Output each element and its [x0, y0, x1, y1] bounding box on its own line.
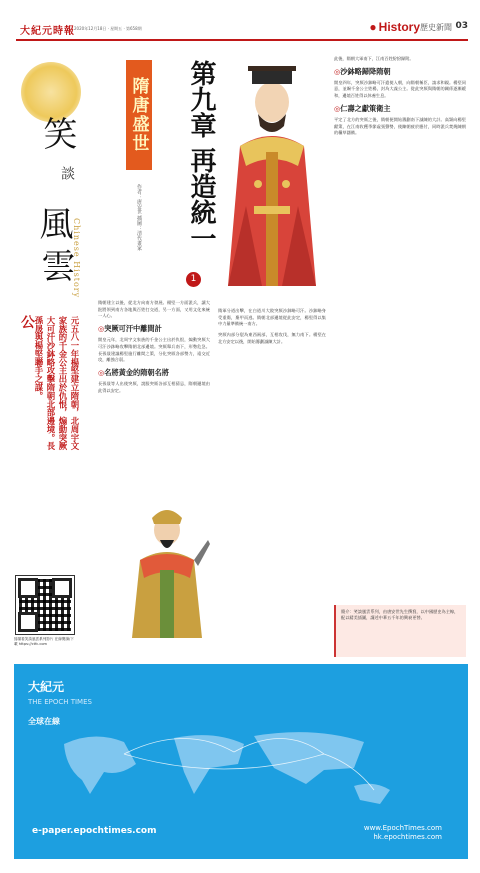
ad-logo-sub: THE EPOCH TIMES: [28, 698, 92, 706]
right-heading-1: ◎沙鉢略歸降隋朝: [334, 66, 391, 76]
ad-global-label: 全球在線: [28, 717, 60, 726]
col1-paragraph-1: 開皇元年，北周宇文家族的千金公主出於仇恨，煽動突厥大可汗沙鉢略攻擊隋朝北部邊境。突厥舉兵南下，形勢危急。長孫晟建議楊堅施行離間之策，分化突厥各部勢力，遠交近攻，離強合弱。: [98, 337, 210, 363]
page-number: 03: [455, 21, 468, 31]
article-column-right: [334, 56, 466, 137]
issue-meta: 2020年12月18日 · 星期五 · 第658期: [74, 26, 142, 31]
column-title-en: Chinese History: [72, 218, 81, 299]
promo-box: [21, 312, 81, 462]
section-label-zh: 歷史新聞: [420, 23, 452, 32]
promo-initial: 公: [21, 315, 35, 331]
story-author: 作者：唐安世 插圖：清代畫家: [136, 184, 142, 251]
col1-heading-2: ◎名將黃金的隋朝名將: [98, 367, 169, 377]
page-header: [0, 0, 480, 52]
promo-text: 元五八一年楊堅建立隋朝，北周宇文家族的千金公主出於仇恨，煽動突厥大可汗沙鉢略攻擊隋朝北部邊境。長孫晟與楊堅聯手之謀。: [34, 316, 80, 451]
col1-intro: 隋朝建立以後，從北方向南方發展。楊堅一方面派兵，讓大批將領到南方各地與百姓打交道，另一方面，又用文化來統一人心。: [98, 300, 210, 319]
qr-caption: 掃描看笑談風雲系列影片 在線閱讀/下載 https://ctfc.com: [14, 637, 74, 646]
masthead: 大紀元時報: [20, 26, 75, 37]
ad-url-hk[interactable]: hk.epochtimes.com: [373, 833, 442, 841]
world-map-graphic: [24, 724, 458, 824]
ad-logo: 大紀元: [28, 680, 65, 694]
col1-paragraph-2: 長孫晟等人出使突厥，說服突厥各部互相猜忌，隋朝邊境由此得以安定。: [98, 380, 210, 393]
col2-paragraph-2: 突厥內部分裂為東西兩部，互相攻伐，無力南下。楊堅在北方安定以後，開始籌劃滅陳大計。: [218, 332, 326, 344]
ad-url-main[interactable]: www.EpochTimes.com: [363, 824, 442, 832]
epoch-times-ad[interactable]: [14, 664, 468, 859]
right-intro: 此後，隋朝大軍南下，江南百姓紛紛歸附。: [334, 56, 414, 61]
general-illustration: [124, 500, 210, 640]
article-column-1: [98, 300, 210, 394]
right-heading-2: ◎仁壽之獻策衛主: [334, 103, 391, 113]
header-rule: [16, 39, 468, 41]
column-title-4: 雲: [35, 248, 75, 282]
ad-url-sites: [364, 824, 442, 842]
seal-decoration: [21, 62, 81, 122]
emperor-illustration: [218, 56, 326, 296]
col2-paragraph-1: 隋軍分道出擊，在白道川大敗突厥沙鉢略可汗。沙鉢略身受重傷，棄甲而逃。隋朝北部邊境從此安定，楊堅得以集中力量準備統一南方。: [218, 308, 326, 327]
col1-heading-1: ◎突厥可汗中離間計: [98, 324, 162, 334]
ad-url-epaper[interactable]: e-paper.epochtimes.com: [32, 826, 157, 836]
right-paragraph-1: 開皇四年，突厥沙鉢略可汗遣使入朝，向隋朝稱臣，請求和親。楊堅同意，並賜千金公主姓楊，封為大義公主。從此突厥與隋朝的關係逐漸緩和，邊境百姓得以休養生息。: [334, 79, 466, 99]
chapter-number-badge: 1: [186, 272, 201, 287]
column-title-2: 談: [59, 166, 75, 180]
column-title-1: 笑: [37, 116, 77, 150]
story-tag: 隋唐盛世: [126, 60, 152, 170]
column-title-3: 風: [33, 206, 73, 240]
story-title: 第九章 再造統一: [186, 60, 216, 252]
section-dot-icon: ●: [369, 20, 377, 34]
column-masthead: [15, 56, 85, 636]
qr-code[interactable]: [15, 575, 75, 635]
article-column-2: [218, 308, 326, 346]
right-paragraph-2: 平定了北方的突厥之後，隋朝便開始籌劃南下滅陳的大計。高熲向楊堅獻策，在江南收穫季節虛張聲勢，使陳朝疲於應付，同時派兵焚燒陳朝的糧草儲備。: [334, 116, 466, 136]
section-label: ● History: [369, 20, 420, 34]
series-note: 簡介：笑談風雲系列，由唐安世先生撰寫，以中國歷史為主線，配以精美插圖，講述中華五千年的興衰更替。: [334, 605, 466, 657]
